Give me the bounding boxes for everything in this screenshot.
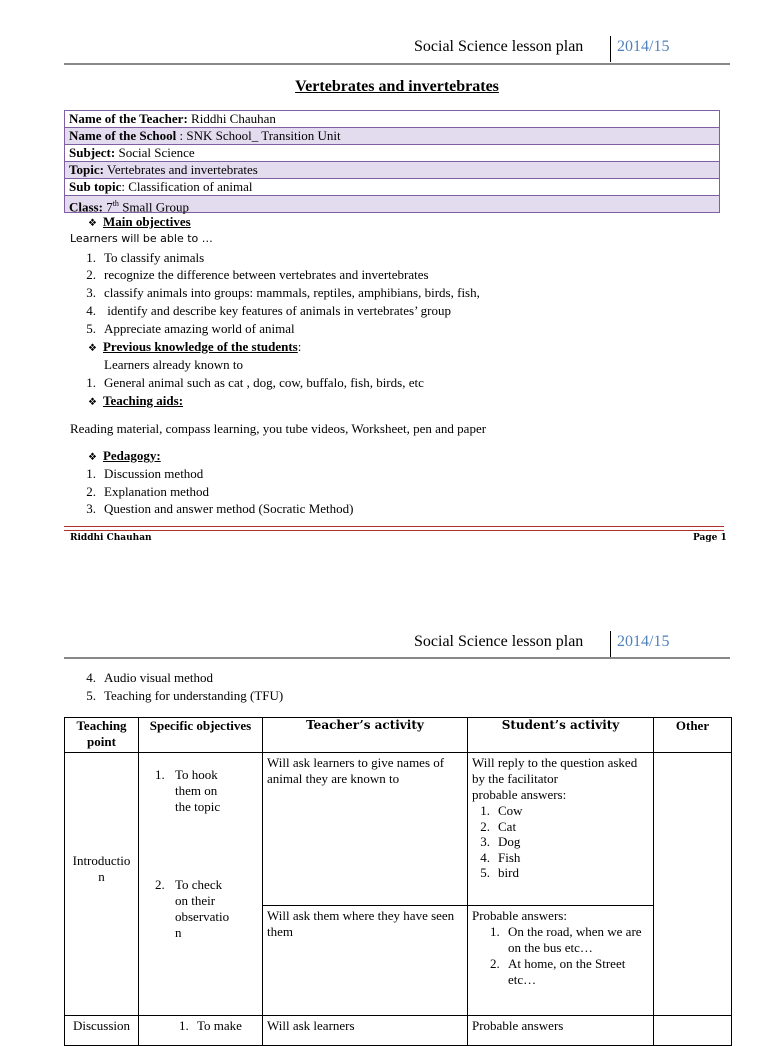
info-row-subtopic: Sub topic: Classification of animal xyxy=(65,179,719,196)
student-answer-2: 2. At home, on the Street etc… xyxy=(490,955,626,987)
column-header: Student’s activity xyxy=(468,718,654,753)
header-separator xyxy=(610,631,611,657)
info-row-topic: Topic: Vertebrates and invertebrates xyxy=(65,162,719,179)
header-rule xyxy=(64,657,730,659)
objective-item: 3. classify animals into groups: mammals, reptiles, amphibians, birds, fish, xyxy=(86,285,480,300)
info-row-teacher: Name of the Teacher: Riddhi Chauhan xyxy=(65,111,719,128)
pedagogy-item: 4. Audio visual method xyxy=(86,670,214,685)
footer-author: Riddhi Chauhan xyxy=(70,533,152,543)
header-year: 2014/15 xyxy=(617,633,670,650)
diamond-bullet-icon: ❖ xyxy=(88,218,97,229)
header-title: Social Science lesson plan xyxy=(414,633,584,650)
column-header: Specific objectives xyxy=(139,718,263,753)
footer-page-number: Page 1 xyxy=(693,533,727,543)
column-header: Other xyxy=(654,718,732,753)
header-separator xyxy=(610,36,611,62)
previous-knowledge-heading: ❖ Previous knowledge of the students: xyxy=(88,339,302,354)
student-activity-cell: Will reply to the question asked by the facilitator probable answers: 1. Cow 2. Cat 3. Dog 4. Fish 5. bird xyxy=(468,753,654,906)
specific-objectives-cell xyxy=(139,753,263,1016)
objective-item: 2. recognize the difference between vertebrates and invertebrates xyxy=(86,267,429,282)
pedagogy-item: 2. Explanation method xyxy=(86,484,210,499)
pedagogy-item: 5. Teaching for understanding (TFU) xyxy=(86,688,284,703)
specific-objectives-cell: 1. To make xyxy=(139,1016,263,1046)
teaching-point-cell: Introductio n xyxy=(65,753,139,1016)
previous-knowledge-intro: Learners already known to xyxy=(104,357,243,372)
header-rule xyxy=(64,63,730,65)
student-activity-cell: Probable answers xyxy=(468,1016,654,1046)
column-header: Teaching point xyxy=(65,718,139,753)
diamond-bullet-icon: ❖ xyxy=(88,397,97,408)
other-cell xyxy=(654,1016,732,1046)
document-title: Vertebrates and invertebrates xyxy=(295,78,499,95)
table-header-row xyxy=(65,718,732,753)
header-title: Social Science lesson plan xyxy=(414,38,584,55)
info-row-subject: Subject: Social Science xyxy=(65,145,719,162)
teaching-aids-text: Reading material, compass learning, you tube videos, Worksheet, pen and paper xyxy=(70,421,487,436)
main-objectives-intro: Learners will be able to … xyxy=(70,232,213,245)
teacher-activity-cell: Will ask learners to give names of animal they are known to xyxy=(263,753,468,906)
objective-item: 4. identify and describe key features of animals in vertebrates’ group xyxy=(86,303,452,318)
objective-item: 1. To classify animals xyxy=(86,250,205,265)
objective-item: 5. Appreciate amazing world of animal xyxy=(86,321,295,336)
diamond-bullet-icon: ❖ xyxy=(88,343,97,354)
diamond-bullet-icon: ❖ xyxy=(88,452,97,463)
objective-1: 1. To hook them on the topic xyxy=(155,767,221,814)
teaching-point-cell: Discussion xyxy=(65,1016,139,1046)
lesson-plan-table xyxy=(64,717,732,1046)
table-row xyxy=(65,1016,732,1046)
footer-rule xyxy=(64,526,724,531)
column-header: Teacher’s activity xyxy=(263,718,468,753)
objective-2: 2. To check on their observatio n xyxy=(155,877,230,940)
teacher-activity-cell: Will ask them where they have seen them xyxy=(263,905,468,1015)
main-objectives-heading: ❖ Main objectives xyxy=(88,214,191,229)
info-row-school: Name of the School : SNK School_ Transition Unit xyxy=(65,128,719,145)
info-table xyxy=(64,110,720,213)
knowledge-item: 1. General animal such as cat , dog, cow, buffalo, fish, birds, etc xyxy=(86,375,424,390)
student-answer-1: 1. On the road, when we are on the bus etc… xyxy=(490,923,642,955)
table-row xyxy=(65,753,732,906)
teaching-aids-heading: ❖ Teaching aids: xyxy=(88,393,184,408)
student-activity-cell: Probable answers: 1. On the road, when we are on the bus etc… 2. At home, on the Street etc… xyxy=(468,905,654,1015)
pedagogy-item: 1. Discussion method xyxy=(86,466,204,481)
other-cell xyxy=(654,753,732,1016)
pedagogy-item: 3. Question and answer method (Socratic Method) xyxy=(86,501,354,516)
pedagogy-heading: ❖ Pedagogy: xyxy=(88,448,161,463)
info-row-class: Class: 7th Small Group xyxy=(65,196,719,212)
header-year: 2014/15 xyxy=(617,38,670,55)
teacher-activity-cell: Will ask learners xyxy=(263,1016,468,1046)
